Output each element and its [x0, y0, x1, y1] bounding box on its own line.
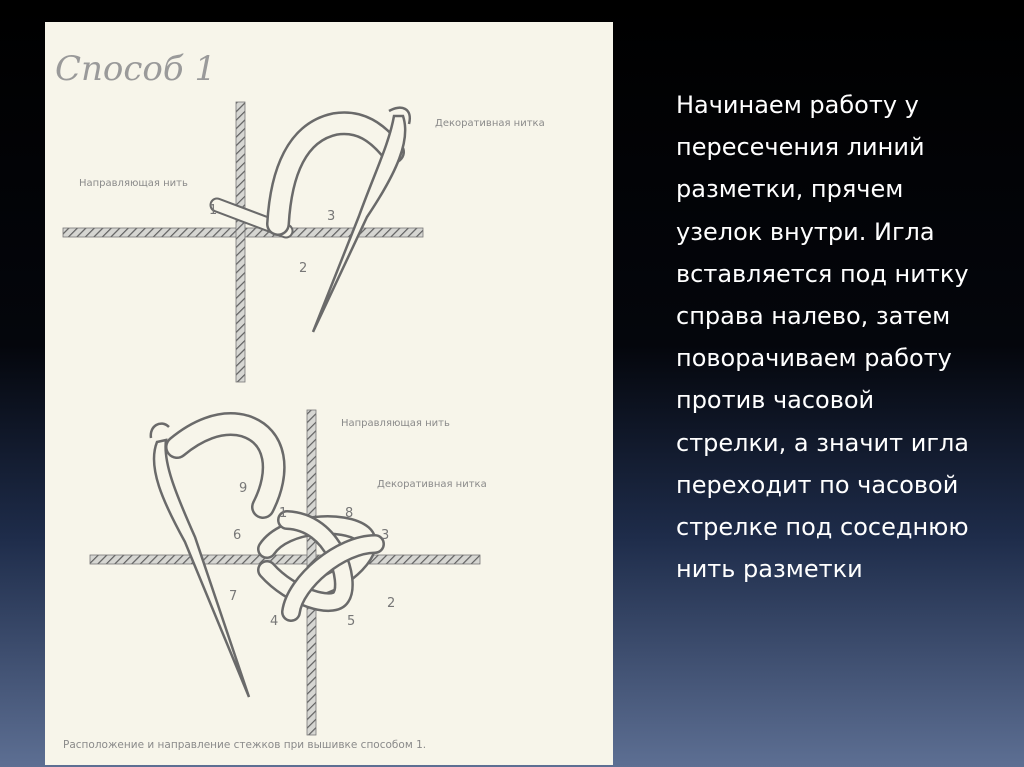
bottom-number-2: 2: [387, 596, 396, 611]
bottom-number-1: 1: [279, 506, 288, 521]
bottom-decorative-label: Декоративная нитка: [377, 479, 487, 490]
bottom-needle: [154, 440, 249, 697]
bottom-number-6: 6: [233, 528, 242, 543]
bottom-number-4: 4: [270, 614, 279, 629]
top-guide-label: Направляющая нить: [79, 178, 188, 189]
method-heading: Способ 1: [55, 49, 217, 89]
embroidery-diagram: [45, 22, 613, 765]
bottom-number-8: 8: [345, 506, 354, 521]
top-number-1: 1: [209, 203, 218, 218]
bottom-horizontal-guide-thread: [90, 555, 480, 564]
bottom-number-5: 5: [347, 614, 356, 629]
top-decorative-label: Декоративная нитка: [435, 118, 545, 129]
bottom-guide-label: Направляющая нить: [341, 418, 450, 429]
top-number-2: 2: [299, 261, 308, 276]
interlaced-stitches: [267, 520, 375, 612]
bottom-sketch: [90, 410, 487, 735]
bottom-number-7: 7: [229, 589, 238, 604]
slide-body-text: Начинаем работу у пересечения линий разметки, прячем узелок внутри. Игла вставляется под нитку справа налево, затем поворачиваем работу против часовой стрелки, а значит игла переходит по часовой стрелке под соседнюю нить разметки: [676, 91, 970, 584]
diagram-caption: Расположение и направление стежков при вышивке способом 1.: [63, 739, 427, 751]
bottom-number-9: 9: [239, 481, 248, 496]
bottom-number-3: 3: [381, 528, 390, 543]
top-needle: [313, 116, 405, 332]
top-number-3: 3: [327, 209, 336, 224]
top-vertical-guide-thread: [236, 102, 245, 382]
top-sketch: [63, 102, 545, 382]
diagram-panel: [45, 22, 613, 765]
